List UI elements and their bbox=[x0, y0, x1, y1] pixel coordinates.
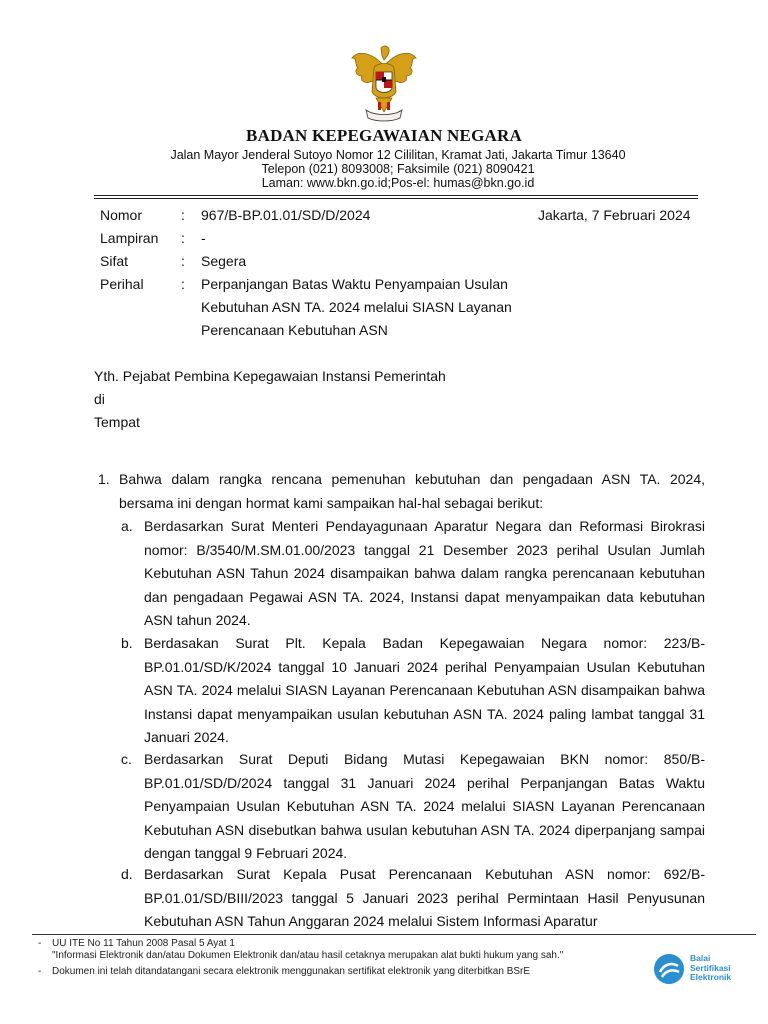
perihal-line-1: Perpanjangan Batas Waktu Penyampaian Usulan bbox=[201, 276, 508, 292]
nomor-label: Nomor bbox=[100, 207, 143, 223]
header-web: Laman: www.bkn.go.id;Pos-el: humas@bkn.go.id bbox=[261, 176, 535, 190]
lampiran-value: - bbox=[201, 230, 206, 246]
recipient-line-2: di bbox=[94, 391, 105, 407]
header-phone: Telepon (021) 8093008; Faksimile (021) 8090421 bbox=[261, 162, 535, 176]
letter-date: Jakarta, 7 Februari 2024 bbox=[538, 207, 691, 223]
footer-esign-note: Dokumen ini telah ditandatangani secara elektronik menggunakan sertifikat elektronik yang diterbitkan BSrE bbox=[52, 966, 531, 977]
bsre-line-3: Elektronik bbox=[690, 972, 732, 982]
bsre-logo-icon bbox=[652, 952, 686, 986]
header-divider-thin bbox=[94, 198, 698, 199]
nomor-colon: : bbox=[181, 207, 185, 223]
item-c-number: c. bbox=[121, 751, 132, 767]
item-a-text: Berdasarkan Surat Menteri Pendayagunaan Aparatur Negara dan Reformasi Birokrasi nomor: B/3540/M.SM.01.00/2023 tanggal 21 Desember 2023 perihal Usulan Jumlah Kebutuhan ASN Tahun 2024 disampaikan bahwa dalam rangka perencanaan kebutuhan dan pengadaan Pegawai ASN TA. 2024, Instansi dapat menyampaikan data kebutuhan ASN tahun 2024. bbox=[144, 518, 705, 628]
footer-law-reference: UU ITE No 11 Tahun 2008 Pasal 5 Ayat 1 bbox=[52, 938, 235, 949]
sifat-colon: : bbox=[181, 253, 185, 269]
item-1-text: Bahwa dalam rangka rencana pemenuhan kebutuhan dan pengadaan ASN TA. 2024, bersama ini dengan hormat kami sampaikan hal-hal sebagai berikut: bbox=[119, 471, 705, 511]
footer-dash-2: - bbox=[38, 966, 42, 977]
garuda-emblem-icon bbox=[348, 44, 420, 122]
perihal-label: Perihal bbox=[100, 276, 144, 292]
nomor-value: 967/B-BP.01.01/SD/D/2024 bbox=[201, 207, 371, 223]
bsre-line-2: Sertifikasi bbox=[690, 962, 731, 973]
recipient-line-3: Tempat bbox=[94, 414, 140, 430]
item-d-text: Berdasarkan Surat Kepala Pusat Perencanaan Kebutuhan ASN nomor: 692/B-BP.01.01/SD/BIII/2023 tanggal 5 Januari 2023 perihal Permintaan Hasil Penyusunan Kebutuhan ASN Tahun Anggaran 2024 melalui Sistem Informasi Aparatur bbox=[144, 866, 705, 929]
perihal-line-3: Perencanaan Kebutuhan ASN bbox=[201, 322, 388, 338]
footer-divider bbox=[32, 934, 756, 935]
sifat-value: Segera bbox=[201, 253, 247, 269]
item-1-number: 1. bbox=[98, 471, 110, 487]
item-b-number: b. bbox=[121, 635, 133, 651]
perihal-colon: : bbox=[181, 276, 185, 292]
lampiran-label: Lampiran bbox=[100, 230, 159, 246]
lampiran-colon: : bbox=[181, 230, 185, 246]
perihal-line-2: Kebutuhan ASN TA. 2024 melalui SIASN Layanan bbox=[201, 299, 512, 315]
item-c-text: Berdasarkan Surat Deputi Bidang Mutasi Kepegawaian BKN nomor: 850/B-BP.01.01/SD/D/2024 tanggal 31 Januari 2024 perihal Perpanjangan Batas Waktu Penyampaian Usulan Kebutuhan ASN TA. 2024 melalui SIASN Layanan Perencanaan Kebutuhan ASN disebutkan bahwa usulan kebutuhan ASN TA. 2024 diperpanjang sampai dengan tanggal 9 Februari 2024. bbox=[144, 751, 705, 861]
bsre-logo-text bbox=[690, 954, 731, 983]
item-b-text: Berdasakan Surat Plt. Kepala Badan Kepegawaian Negara nomor: 223/B-BP.01.01/SD/K/2024 tanggal 10 Januari 2024 perihal Penyampaian Usulan Kebutuhan ASN TA. 2024 melalui SIASN Layanan Perencanaan Kebutuhan ASN disampaikan bahwa Instansi dapat menyampaikan usulan kebutuhan ASN TA. 2024 paling lambat tanggal 31 Januari 2024. bbox=[144, 635, 705, 745]
recipient-line-1: Yth. Pejabat Pembina Kepegawaian Instansi Pemerintah bbox=[94, 368, 446, 384]
organization-name: BADAN KEPEGAWAIAN NEGARA bbox=[246, 126, 522, 145]
footer-law-quote: "Informasi Elektronik dan/atau Dokumen Elektronik dan/atau hasil cetaknya merupakan alat bukti hukum yang sah." bbox=[52, 950, 564, 961]
item-a-number: a. bbox=[121, 518, 133, 534]
header-divider bbox=[94, 195, 698, 196]
sifat-label: Sifat bbox=[100, 253, 129, 269]
bsre-line-1: Balai bbox=[690, 953, 711, 963]
header-address: Jalan Mayor Jenderal Sutoyo Nomor 12 Cililitan, Kramat Jati, Jakarta Timur 13640 bbox=[170, 148, 626, 162]
footer-dash-1: - bbox=[38, 938, 42, 949]
item-d-number: d. bbox=[121, 866, 133, 882]
